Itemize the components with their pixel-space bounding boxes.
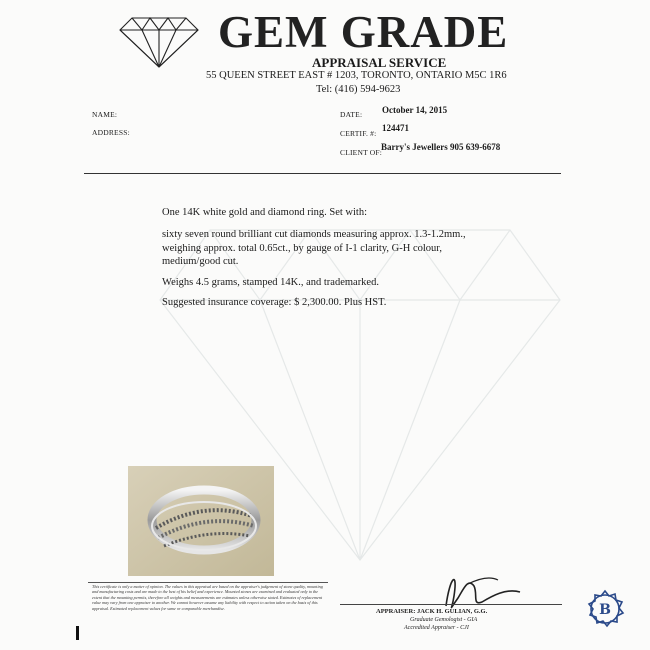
client-label: CLIENT OF: [340, 148, 383, 157]
diamond-logo-icon [118, 14, 200, 69]
badge-letter: B [599, 602, 611, 618]
brand-badge-icon[interactable] [584, 588, 626, 630]
client-value: Barry's Jewellers 905 639-6678 [381, 142, 501, 152]
certificate-number-label: CERTIF. #: [340, 129, 377, 138]
disclaimer-text: This certificate is only a matter of opinion. The values in this appraisal are based on the appraiser's judgement of stone quality, mounting and manufacturing costs and are made to the best of his belief and experience. Mounted stones are examined and evaluated only to the extent that the mounting permits, therefore all weights and measurements are estimates unless otherwise stated. Estimates of replacement value may vary from one appraiser to another. We cannot however assume any liability with respect to action taken on the basis of this appraisal. Estimated replacement values for same or comparable merchandise. [92, 584, 323, 611]
company-subtitle: APPRAISAL SERVICE [312, 55, 447, 70]
date-value: October 14, 2015 [382, 105, 448, 115]
appraiser-name: APPRAISER: JACK H. GULIAN, G.G. [376, 608, 488, 615]
name-label: NAME: [92, 110, 118, 119]
company-address: 55 QUEEN STREET EAST # 1203, TORONTO, ONTARIO M5C 1R6 [206, 70, 507, 81]
description-line-1: One 14K white gold and diamond ring. Set with: [162, 207, 368, 218]
company-title: GEM GRADE [218, 7, 509, 57]
signature-line [340, 604, 562, 605]
date-label: DATE: [340, 110, 363, 119]
ring-icon [128, 466, 274, 576]
ring-photo [128, 466, 274, 576]
description-line-2: sixty seven round brilliant cut diamonds measuring approx. 1.3-1.2mm., weighing approx. total 0.65ct., by gauge of I-1 clarity, G-H colour, medium/good cut. [162, 229, 466, 267]
page-edge-mark [76, 626, 79, 640]
certificate-number-value: 124471 [382, 123, 409, 133]
address-label: ADDRESS: [92, 128, 130, 137]
header-divider [84, 173, 561, 174]
appraiser-credential-2: Accredited Appraiser - CJI [404, 625, 469, 631]
disclaimer-divider [88, 582, 328, 583]
description-line-4: Suggested insurance coverage: $ 2,300.00. Plus HST. [162, 297, 387, 308]
description-line-3: Weighs 4.5 grams, stamped 14K., and trademarked. [162, 277, 379, 288]
company-phone: Tel: (416) 594-9623 [316, 84, 401, 95]
appraiser-credential-1: Graduate Gemologist - GIA [410, 617, 478, 623]
